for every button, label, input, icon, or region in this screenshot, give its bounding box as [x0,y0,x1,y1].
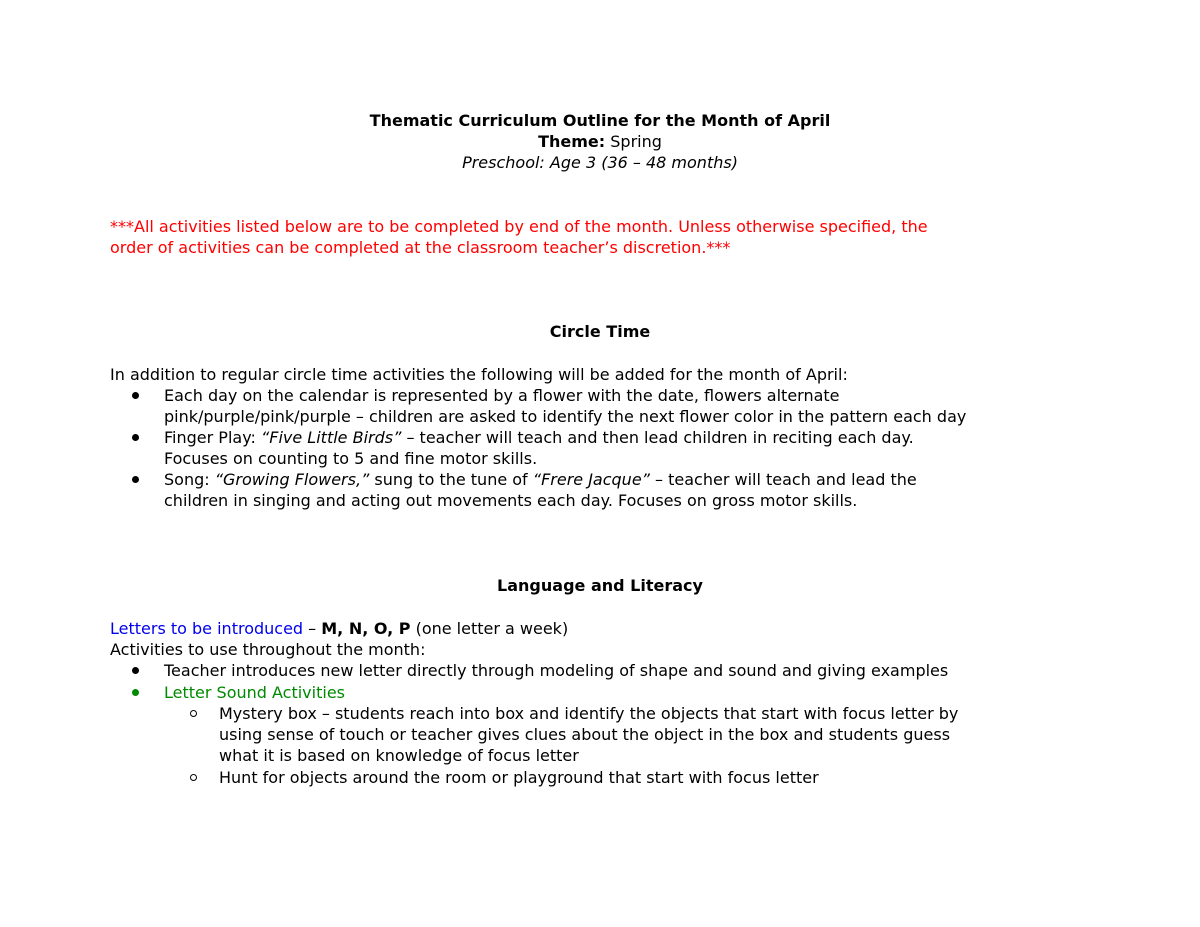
circle-bullet-icon [190,767,202,788]
song-title: “Growing Flowers,” [214,470,370,489]
circle-time-heading: Circle Time [549,322,651,341]
notice-line-1: ***All activities listed below are to be completed by end of the month. Unless otherwise specified, the [110,217,928,236]
song-rest: – teacher will teach and lead the [649,470,917,489]
language-item-1: Teacher introduces new letter directly through modeling of shape and sound and giving examples [164,661,949,680]
mystery-box-line-2: using sense of touch or teacher gives clues about the object in the box and students guess [219,725,951,744]
circle-item-3-line-2: children in singing and acting out movements each day. Focuses on gross motor skills. [164,491,858,510]
hunt-objects: Hunt for objects around the room or playground that start with focus letter [219,768,819,787]
bullet-icon [132,385,142,406]
letters-label: Letters to be introduced [110,619,304,638]
circle-item-3-line-1 [164,469,917,490]
circle-item-1-line-2: pink/purple/pink/purple – children are asked to identify the next flower color in the pattern each day [164,407,967,426]
bullet-icon [132,469,142,490]
bullet-icon [132,682,142,703]
letters-line [110,618,568,639]
circle-item-1-line-1: Each day on the calendar is represented by a flower with the date, flowers alternate [164,386,840,405]
circle-item-2-line-2: Focuses on counting to 5 and fine motor skills. [164,449,538,468]
page-subtitle: Preschool: Age 3 (36 – 48 months) [462,153,738,172]
notice-line-2: order of activities can be completed at the classroom teacher’s discretion.*** [110,238,731,257]
circle-item-2-line-1 [164,427,914,448]
language-heading: Language and Literacy [497,576,703,595]
letters-note: (one letter a week) [410,619,569,638]
bullet-icon [132,427,142,448]
mystery-box-line-1: Mystery box – students reach into box and identify the objects that start with focus letter by [219,704,959,723]
theme-line [0,131,1200,152]
theme-value: Spring [605,132,662,151]
song-middle: sung to the tune of [369,470,533,489]
circle-bullet-icon [190,703,202,724]
letters-list: M, N, O, P [321,619,411,638]
bullet-icon [132,660,142,681]
mystery-box-line-3: what it is based on knowledge of focus letter [219,746,579,765]
page-title: Thematic Curriculum Outline for the Month of April [369,111,831,130]
letter-sound-activities: Letter Sound Activities [164,683,345,702]
activities-intro: Activities to use throughout the month: [110,640,426,659]
letters-dash: – [303,619,322,638]
theme-label: Theme: [538,132,606,151]
song-prefix: Song: [164,470,215,489]
finger-play-prefix: Finger Play: [164,428,261,447]
finger-play-title: “Five Little Birds” [260,428,402,447]
song-tune: “Frere Jacque” [532,470,650,489]
finger-play-rest: – teacher will teach and then lead children in reciting each day. [401,428,914,447]
circle-time-intro: In addition to regular circle time activities the following will be added for the month of April: [110,365,848,384]
